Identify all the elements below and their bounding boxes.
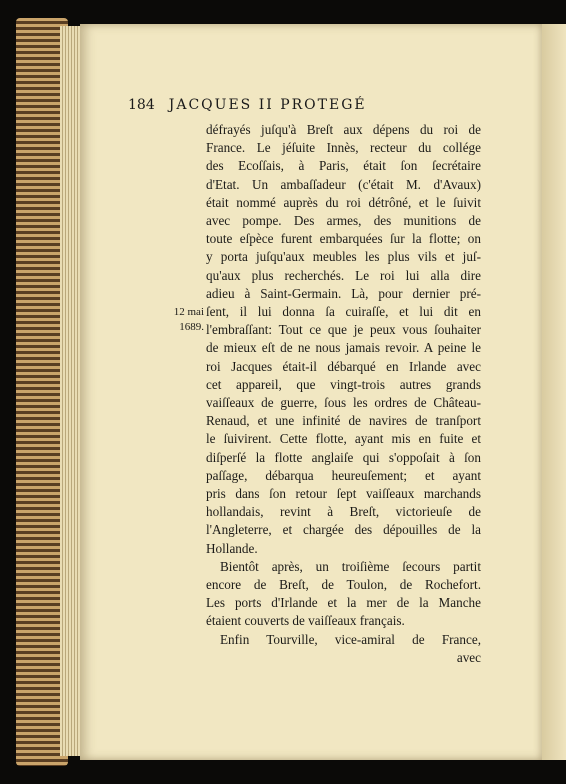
text-line: Bientôt après, un troiſième ſecours partit [220, 558, 481, 574]
body-text [206, 121, 481, 667]
text-line: des Ecoſſais, à Paris, était ſon ſecrétaire [206, 158, 481, 174]
text-line: défrayés juſqu'à Breſt aux dépens du roi de [206, 122, 481, 137]
text-line: cet appareil, que vingt-trois autres grands [206, 376, 481, 392]
text-line: le ſuivirent. Cette flotte, ayant mis en fuite et [206, 431, 481, 447]
margin-note-year: 1689. [179, 321, 204, 333]
text-line: l'Angleterre, et chargée des dépouilles de la [206, 522, 481, 538]
text-line: Les ports d'Irlande et la mer de la Manche [206, 595, 481, 611]
text-line: Renaud, et une infinité de navires de tranſport [206, 413, 481, 429]
text-line: était nommé auprès du roi détrôné, et le ſuivit [206, 194, 481, 210]
text-line: paſſage, débarqua heureuſement; et ayant [206, 467, 481, 483]
text-line: France. Le jéſuite Innès, recteur du collége [206, 140, 481, 156]
marginal-date-note [148, 305, 204, 335]
catchword: avec [456, 649, 481, 665]
text-line: adieu à Saint-Germain. Là, pour dernier pré- [206, 285, 481, 301]
text-line: diſperſé la flotte anglaiſe qui s'oppoſait à ſon [206, 449, 481, 465]
running-title: JACQUES II PROTEGÉ [168, 97, 367, 113]
text-line: de mieux eſt de ne nous jamais revoir. A peine le [206, 340, 481, 356]
text-line: Enfin Tourville, vice-amiral de France, [220, 631, 481, 647]
text-line: avec pompe. Des armes, des munitions de [206, 213, 481, 229]
text-line: hollandais, revint à Breſt, victorieuſe de [206, 504, 481, 520]
text-line: d'Etat. Un ambaſſadeur (c'était M. d'Avaux) [206, 176, 481, 192]
text-line: roi Jacques était-il débarqué en Irlande avec [206, 358, 481, 374]
text-line: étaient couverts de vaiſſeaux français. [206, 613, 405, 629]
margin-note-day: 12 mai [173, 306, 204, 318]
text-line: vaiſſeaux de guerre, ſous les ordres de Château- [206, 395, 481, 411]
text-line: l'embraſſant: Tout ce que je peux vous ſouhaiter [206, 322, 481, 338]
text-line: qu'aux plus recherchés. Le roi lui alla dire [206, 267, 481, 283]
text-line: y porta juſqu'aux meubles les plus vils et juſ- [206, 249, 481, 265]
running-header [128, 97, 488, 113]
text-line: encore de Breſt, de Toulon, de Rochefort. [206, 577, 481, 593]
text-line: toute eſpèce furent embarquées ſur la flotte; on [206, 231, 481, 247]
text-line: ſent, il lui donna ſa cuiraſſe, et lui dit en [206, 304, 481, 320]
facing-page-edge [542, 24, 566, 760]
text-line: Hollande. [206, 540, 258, 556]
text-line: pris dans ſon retour ſept vaiſſeaux marchands [206, 486, 481, 502]
page-number: 184 [128, 97, 155, 113]
